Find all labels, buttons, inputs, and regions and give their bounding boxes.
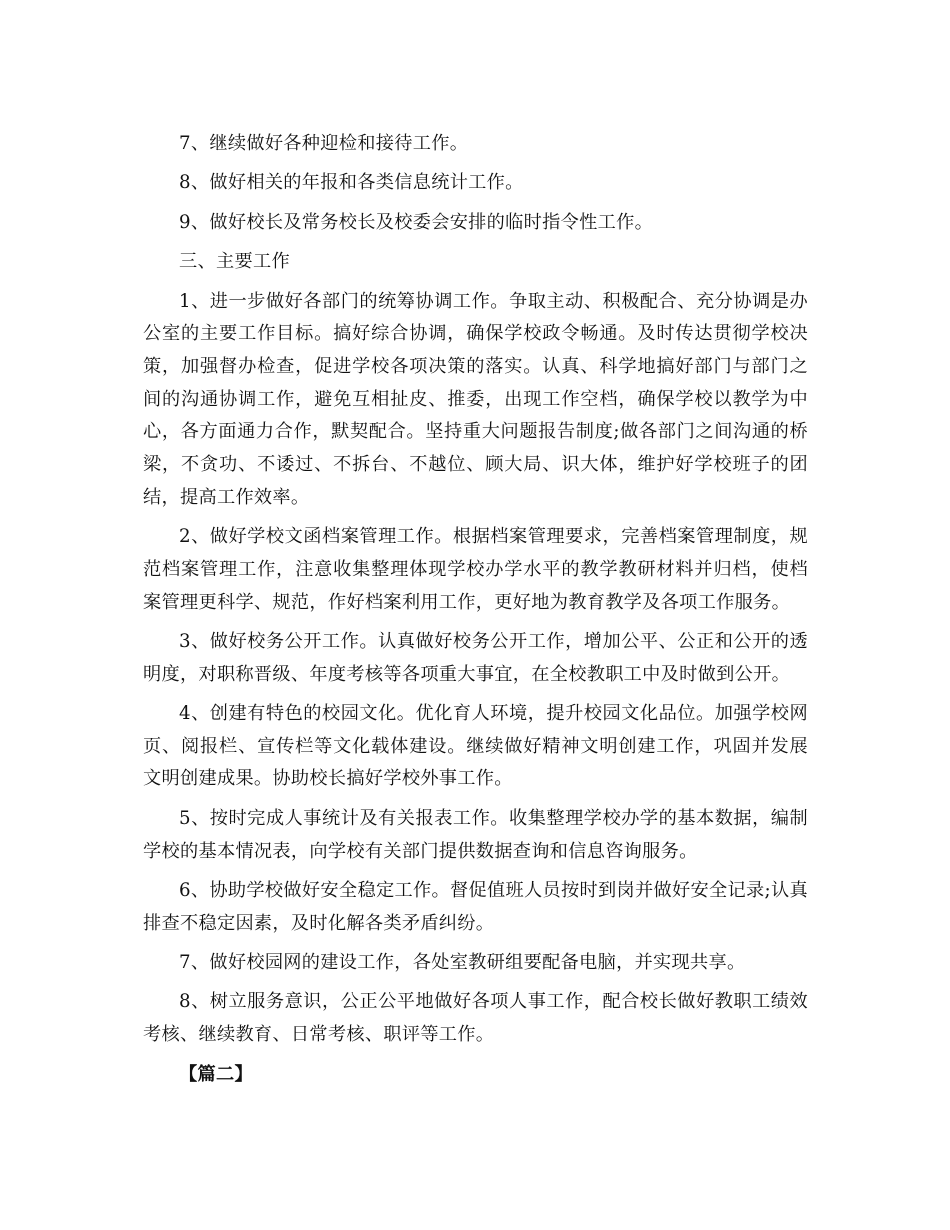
paragraph-item-9-temporary-tasks: 9、做好校长及常务校长及校委会安排的临时指令性工作。 — [179, 211, 654, 233]
paragraph-main-work-4: 4、创建有特色的校园文化。优化育人环境，提升校园文化品位。加强学校网页、阅报栏、宣传栏等文化载体建设。继续做好精神文明创建工作，巩固并发展文明创建成果。协助校长搞好学校外事工作。 — [143, 703, 808, 790]
paragraph-main-work-8: 8、树立服务意识，公正公平地做好各项人事工作，配合校长做好教职工绩效考核、继续教育、日常考核、职评等工作。 — [143, 991, 808, 1046]
paragraph-item-7-inspection: 7、继续做好各种迎检和接待工作。 — [179, 133, 469, 154]
paragraph-main-work-3: 3、做好校务公开工作。认真做好校务公开工作，增加公平、公正和公开的透明度，对职称晋级、年度考核等各项重大事宜，在全校教职工中及时做到公开。 — [143, 630, 808, 685]
document-body — [143, 128, 808, 1091]
paragraph-main-work-2: 2、做好学校文函档案管理工作。根据档案管理要求，完善档案管理制度，规范档案管理工作，注意收集整理体现学校办学水平的教学教研材料并归档，使档案管理更科学、规范，作好档案利用工作，更好地为教育教学及各项工作服务。 — [143, 526, 808, 613]
paragraph-main-work-1: 1、进一步做好各部门的统筹协调工作。争取主动、积极配合、充分协调是办公室的主要工作目标。搞好综合协调，确保学校政令畅通。及时传达贯彻学校决策，加强督办检查，促进学校各项决策的落实。认真、科学地搞好部门与部门之间的沟通协调工作，避免互相扯皮、推委，出现工作空档，确保学校以教学为中心，各方面通力合作，默契配合。坚持重大问题报告制度;做各部门之间沟通的桥梁，不贪功、不诿过、不拆台、不越位、顾大局、识大体，维护好学校班子的团结，提高工作效率。 — [143, 290, 808, 508]
section-heading-part-two: 【篇二】 — [179, 1063, 253, 1085]
section-title-main-work: 三、主要工作 — [179, 251, 290, 273]
paragraph-main-work-6: 6、协助学校做好安全稳定工作。督促值班人员按时到岗并做好安全记录;认真排查不稳定因素，及时化解各类矛盾纠纷。 — [143, 879, 808, 934]
paragraph-main-work-5: 5、按时完成人事统计及有关报表工作。收集整理学校办学的基本数据，编制学校的基本情况表，向学校有关部门提供数据查询和信息咨询服务。 — [143, 807, 808, 862]
paragraph-main-work-7: 7、做好校园网的建设工作，各处室教研组要配备电脑，并实现共享。 — [179, 952, 746, 974]
paragraph-item-8-statistics: 8、做好相关的年报和各类信息统计工作。 — [179, 172, 524, 194]
